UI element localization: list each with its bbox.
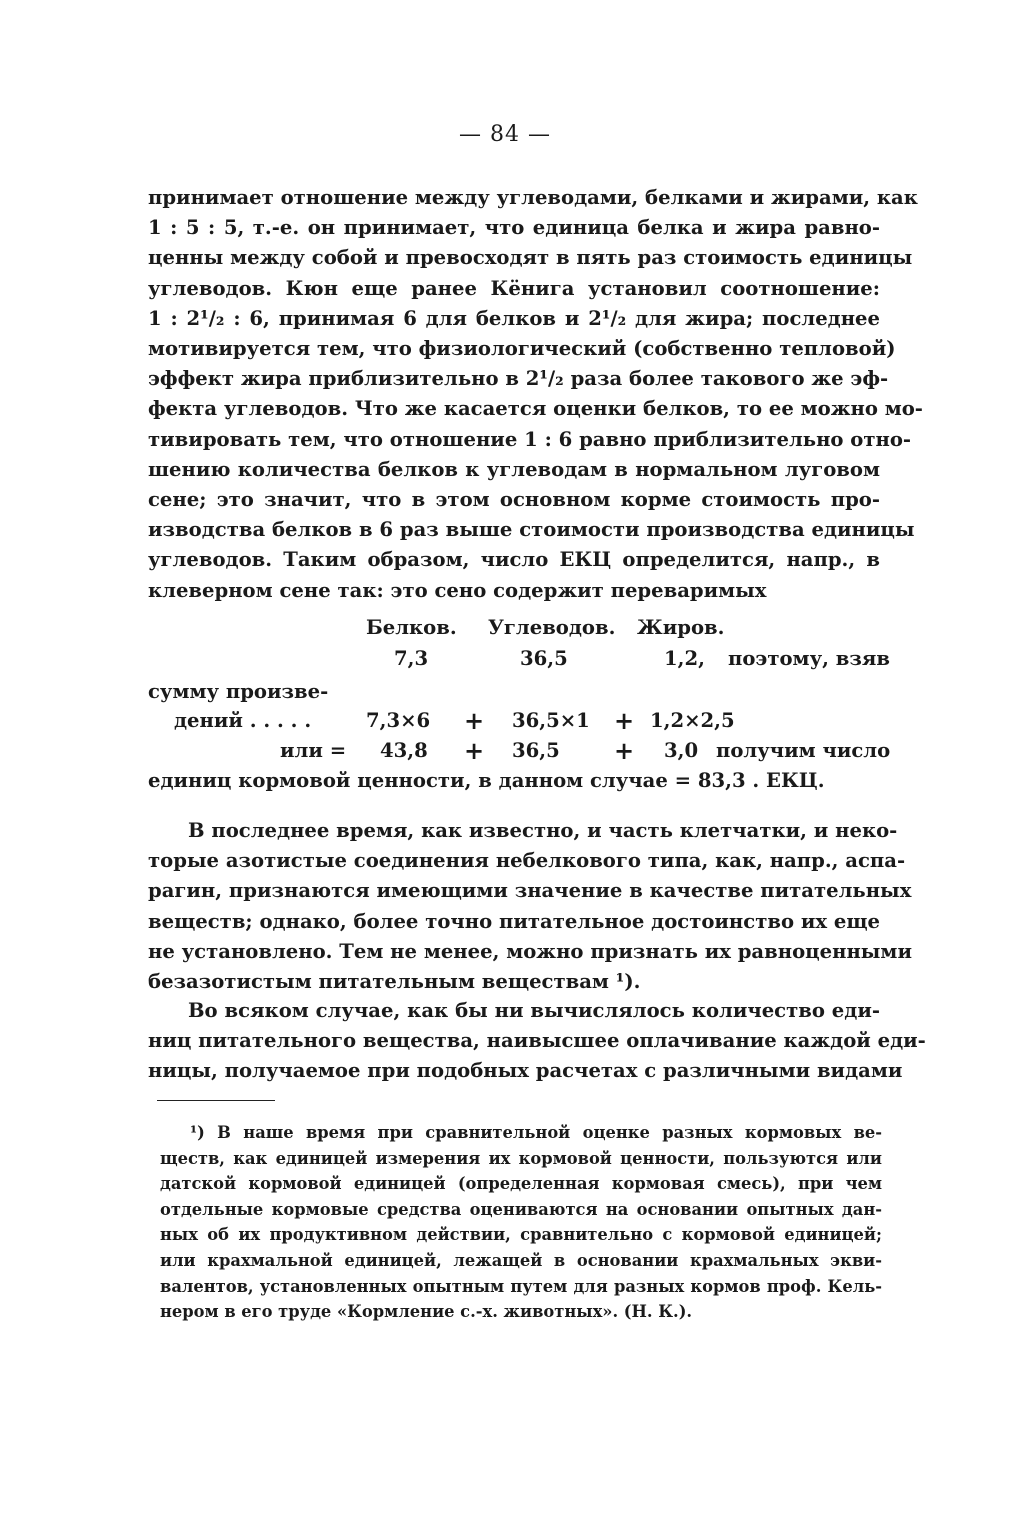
calc-conclusion-row xyxy=(148,769,880,799)
footnote-line: ществ, как единицей измерения их кормовой ценности, пользуются или xyxy=(160,1148,882,1168)
calc-label-row xyxy=(148,680,880,710)
text-line: В последнее время, как известно, и часть клетчатки, и неко- xyxy=(188,819,898,842)
footnote-line: датской кормовой единицей (определенная кормовая смесь), при чем xyxy=(160,1174,882,1194)
value-carbohydrates: 36,5 xyxy=(520,647,568,670)
page-number: — 84 — xyxy=(459,122,551,147)
plus-sign: + xyxy=(614,736,635,765)
text-line: не установлено. Тем не менее, можно признать их равноценными xyxy=(148,939,912,963)
text-line: торые азотистые соединения небелкового типа, как, напр., аспа- xyxy=(148,849,906,873)
text-line: шению количества белков к углеводам в нормальном луговом xyxy=(148,457,880,481)
text-line: ницы, получаемое при подобных расчетах с различными видами xyxy=(148,1059,903,1083)
footnote-line: ¹) В наше время при сравнительной оценке разных кормовых ве- xyxy=(190,1123,882,1142)
calc-values-row xyxy=(148,647,890,677)
product-fats: 1,2×2,5 xyxy=(650,709,735,732)
sum-label-line1: сумму произве- xyxy=(148,680,329,703)
calc-header-row xyxy=(148,616,880,646)
result-carbohydrates: 36,5 xyxy=(512,739,560,762)
header-fats: Жиров. xyxy=(637,616,725,639)
text-line: 1 : 5 : 5, т.-е. он принимает, что единица белка и жира равно- xyxy=(148,216,880,240)
or-label: или = xyxy=(280,739,347,762)
text-line: углеводов. Кюн еще ранее Кёнига установил соотношение: xyxy=(148,276,880,300)
text-line: клеверном сене так: это сено содержит переваримых xyxy=(148,578,767,602)
plus-sign: + xyxy=(464,706,485,735)
value-fats: 1,2, xyxy=(664,647,705,670)
footnote-line: нером в его труде «Кормление с.-х. животных». (Н. К.). xyxy=(160,1302,693,1322)
footnote-line: валентов, установленных опытным путем для разных кормов проф. Кель- xyxy=(160,1276,882,1296)
calc-conclusion: единиц кормовой ценности, в данном случае = 83,3 . ЕКЦ. xyxy=(148,769,825,792)
calc-results-row xyxy=(148,736,891,769)
footnote-divider xyxy=(157,1100,275,1101)
result-proteins: 43,8 xyxy=(380,739,428,762)
footnote xyxy=(160,1120,882,1325)
text-line: изводства белков в 6 раз выше стоимости производства единицы xyxy=(148,518,915,542)
product-carbohydrates: 36,5×1 xyxy=(512,709,590,732)
text-line: принимает отношение между углеводами, белками и жирами, как xyxy=(148,186,918,209)
text-line: 1 : 2¹/₂ : 6, принимая 6 для белков и 2¹/₂ для жира; последнее xyxy=(148,306,880,330)
paragraph-2 xyxy=(148,816,912,997)
paragraph-3 xyxy=(148,996,926,1087)
plus-sign: + xyxy=(614,706,635,735)
values-suffix: поэтому, взяв xyxy=(728,647,890,670)
text-line: углеводов. Таким образом, число ЕКЦ определится, напр., в xyxy=(148,548,880,572)
value-proteins: 7,3 xyxy=(394,647,429,670)
footnote-line: или крахмальной единицей, лежащей в основании крахмальных экви- xyxy=(160,1250,882,1270)
footnote-line: ных об их продуктивном действии, сравнительно с кормовой единицей; xyxy=(160,1225,882,1245)
text-line: Во всяком случае, как бы ни вычислялось количество еди- xyxy=(188,999,880,1022)
text-line: ценны между собой и превосходят в пять раз стоимость единицы xyxy=(148,246,913,270)
product-proteins: 7,3×6 xyxy=(366,709,431,732)
text-line: фекта углеводов. Что же касается оценки белков, то ее можно мо- xyxy=(148,397,923,421)
plus-sign: + xyxy=(464,736,485,765)
text-line: рагин, признаются имеющими значение в качестве питательных xyxy=(148,879,912,903)
text-line: веществ; однако, более точно питательное достоинство их еще xyxy=(148,909,881,933)
text-line: сене; это значит, что в этом основном корме стоимость про- xyxy=(148,488,880,512)
text-line: тивировать тем, что отношение 1 : 6 равно приблизительно отно- xyxy=(148,427,912,451)
results-suffix: получим число xyxy=(716,739,891,762)
text-line: эффект жира приблизительно в 2¹/₂ раза более такового же эф- xyxy=(148,367,889,391)
calc-products-row xyxy=(148,706,880,739)
header-proteins: Белков. xyxy=(366,616,457,639)
intro-paragraph xyxy=(148,183,923,606)
footnote-line: отдельные кормовые средства оцениваются на основании опытных дан- xyxy=(160,1199,882,1219)
result-fats: 3,0 xyxy=(664,739,699,762)
text-line: ниц питательного вещества, наивысшее оплачивание каждой еди- xyxy=(148,1029,926,1053)
header-carbohydrates: Углеводов. xyxy=(488,616,616,639)
text-line: безазотистым питательным веществам ¹). xyxy=(148,970,641,994)
text-line: мотивируется тем, что физиологический (собственно тепловой) xyxy=(148,337,896,361)
sum-label-line2: дений . . . . . xyxy=(174,709,312,732)
